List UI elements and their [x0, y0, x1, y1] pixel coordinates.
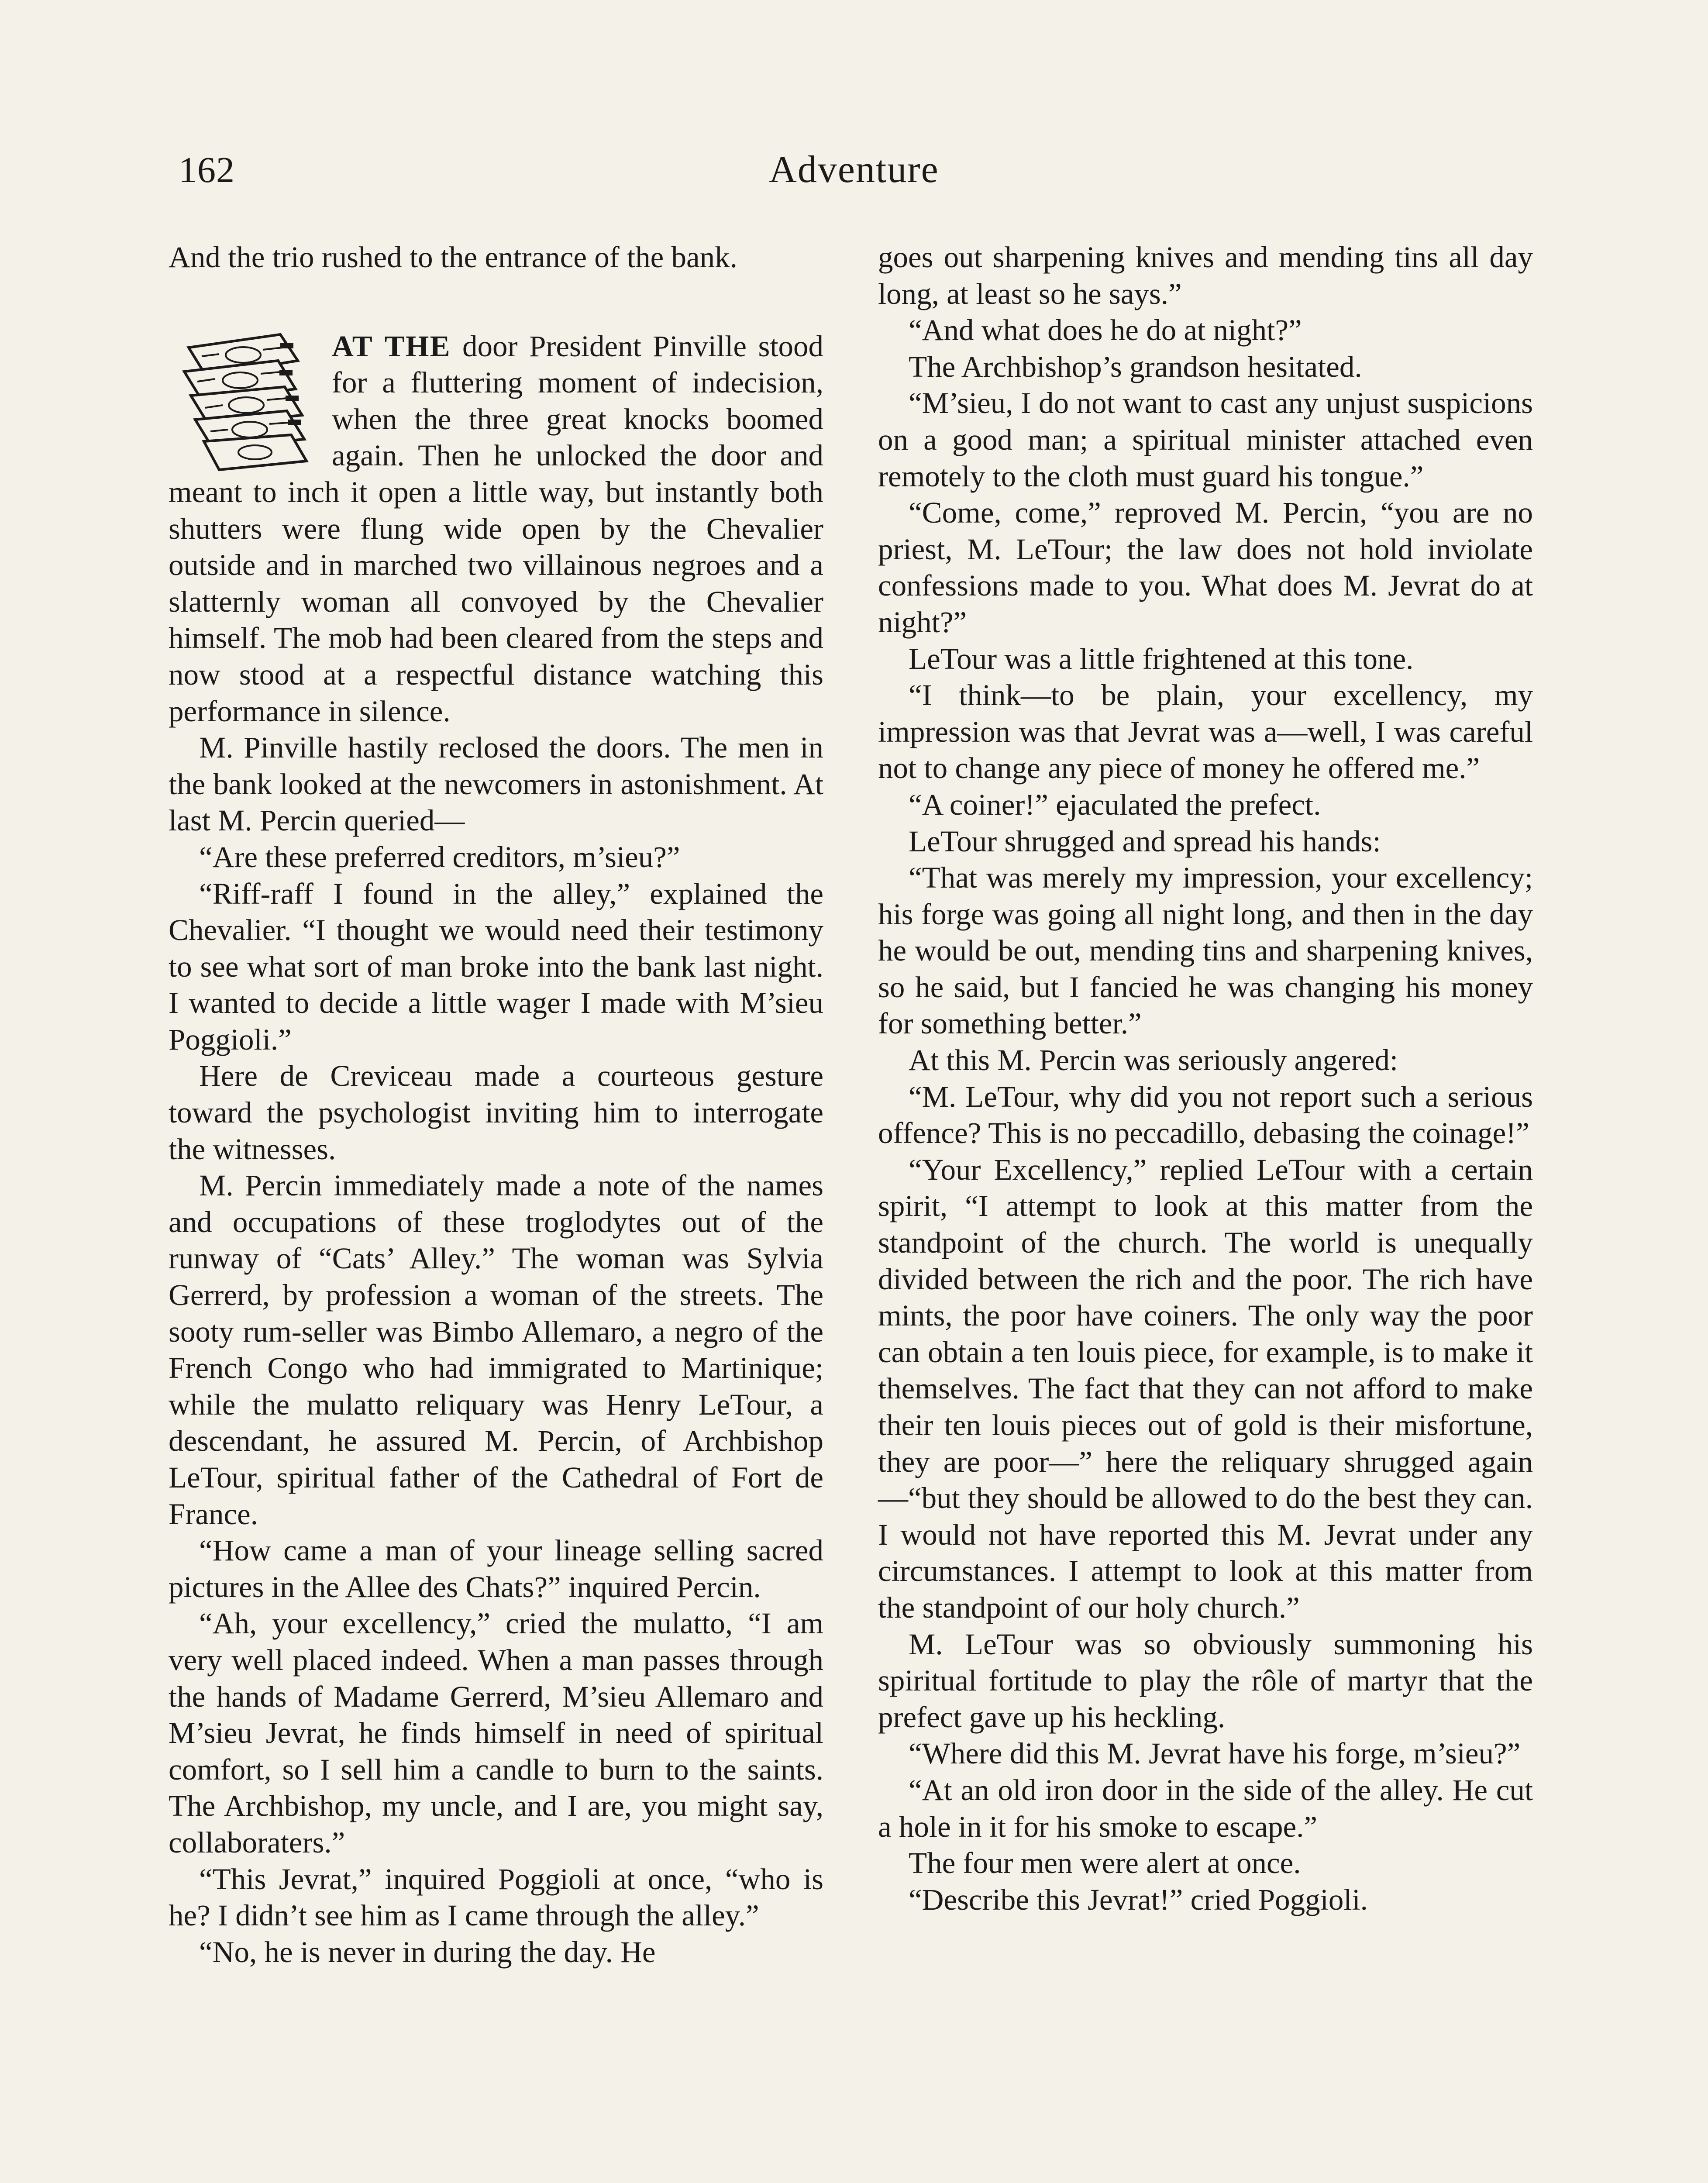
paragraph: “M’sieu, I do not want to cast any unjust suspicions on a good man; a spiritual minister attached even remotely to the cloth must guard his tongue.”: [878, 386, 1533, 493]
paragraph: “A coiner!” ejaculated the prefect.: [909, 788, 1321, 821]
paragraph: “That was merely my impression, your excellency; his forge was going all night long, and then in the day he would be out, mending tins and sharpening knives, so he said, but I fancied he was changing his money for something better.”: [878, 861, 1533, 1040]
paragraph: M. Percin immediately made a note of the names and occupations of these troglodytes out of the runway of “Cats’ Alley.” The woman was Sylvia Gerrerd, by profession a woman of the streets. The sooty rum-seller was Bimbo Allemaro, a negro of the French Congo who had immigrated to Martinique; while the mulatto reliquary was Henry LeTour, a descendant, he assured M. Percin, of Archbishop LeTour, spiritual father of the Cathedral of Fort de France.: [169, 1169, 823, 1531]
section-opening-paragraph: [169, 328, 823, 730]
paragraph: “Come, come,” reproved M. Percin, “you are no priest, M. LeTour; the law does not hold inviolate confessions made to you. What does M. Jevrat do at night?”: [878, 496, 1533, 639]
paragraph: “How came a man of your lineage selling sacred pictures in the Allee des Chats?” inquired Percin.: [169, 1534, 823, 1604]
right-column: [878, 239, 1533, 1918]
paragraph: “Ah, your excellency,” cried the mulatto, “I am very well placed indeed. When a man passes through the hands of Madame Gerrerd, M’sieu Allemaro and M’sieu Jevrat, he finds himself in need of spiritual comfort, so I sell him a candle to burn to the saints. The Archbishop, my uncle, and I are, you might say, collaboraters.”: [169, 1607, 823, 1859]
paragraph: At this M. Percin was seriously angered:: [909, 1043, 1398, 1077]
paragraph: And the trio rushed to the entrance of the bank.: [169, 241, 737, 274]
paragraph: “And what does he do at night?”: [909, 313, 1302, 347]
paragraph: “Are these preferred creditors, m’sieu?”: [199, 840, 680, 874]
paragraph: LeTour shrugged and spread his hands:: [909, 824, 1381, 858]
paragraph: “M. LeTour, why did you not report such a serious offence? This is no peccadillo, debasing the coinage!”: [878, 1080, 1533, 1150]
paragraph: “I think—to be plain, your excellency, my impression was that Jevrat was a—well, I was careful not to change any piece of money he offered me.”: [878, 678, 1533, 785]
paragraph-text: door President Pinville stood for a fluttering moment of indecision, when the three great knocks boomed again. Then he unlocked the door and meant to inch it open a little way, but instantly both shutters were flung wide open by the Chevalier outside and in marched two villainous negroes and a slatternly woman all convoyed by the Chevalier himself. The mob had been cleared from the steps and now stood at a respectful distance watching this performance in silence.: [169, 329, 823, 728]
paragraph: Here de Creviceau made a courteous gesture toward the psychologist inviting him to interrogate the witnesses.: [169, 1059, 823, 1166]
page-number: 162: [179, 150, 235, 190]
left-column: [169, 239, 823, 1970]
paragraph: “Describe this Jevrat!” cried Poggioli.: [909, 1883, 1368, 1916]
paragraph: The Archbishop’s grandson hesitated.: [909, 350, 1362, 383]
paragraph: “No, he is never in during the day. He: [199, 1935, 656, 1969]
paragraph: “At an old iron door in the side of the alley. He cut a hole in it for his smoke to escape.”: [878, 1773, 1533, 1843]
paragraph: goes out sharpening knives and mending tins all day long, at least so he says.”: [878, 241, 1533, 310]
section-lead-in: AT THE: [332, 329, 451, 363]
stack-of-banknotes-icon: [171, 330, 320, 474]
paragraph: “Riff-raff I found in the alley,” explained the Chevalier. “I thought we would need their testimony to see what sort of man broke into the bank last night. I wanted to decide a little wager I made with M’sieu Poggioli.”: [169, 877, 823, 1056]
running-head: Adventure: [769, 148, 939, 191]
paragraph: The four men were alert at once.: [909, 1846, 1301, 1880]
paragraph: M. Pinville hastily reclosed the doors. The men in the bank looked at the newcomers in astonishment. At last M. Percin queried—: [169, 731, 823, 837]
paragraph: M. LeTour was so obviously summoning his spiritual fortitude to play the rôle of martyr that the prefect gave up his heckling.: [878, 1627, 1533, 1734]
paragraph: “This Jevrat,” inquired Poggioli at once, “who is he? I didn’t see him as I came through the alley.”: [169, 1862, 823, 1932]
paragraph: “Where did this M. Jevrat have his forge, m’sieu?”: [909, 1737, 1521, 1770]
paragraph: LeTour was a little frightened at this tone.: [909, 642, 1414, 675]
paragraph: “Your Excellency,” replied LeTour with a certain spirit, “I attempt to look at this matter from the standpoint of the church. The world is unequally divided between the rich and the poor. The rich have mints, the poor have coiners. The only way the poor can obtain a ten louis piece, for example, is to make it themselves. The fact that they can not afford to make their ten louis pieces out of gold is their misfortune, they are poor—” here the reliquary shrugged again—“but they should be allowed to do the best they can. I would not have reported this M. Jevrat under any circumstances. I attempt to look at this matter from the standpoint of our holy church.”: [878, 1153, 1533, 1624]
